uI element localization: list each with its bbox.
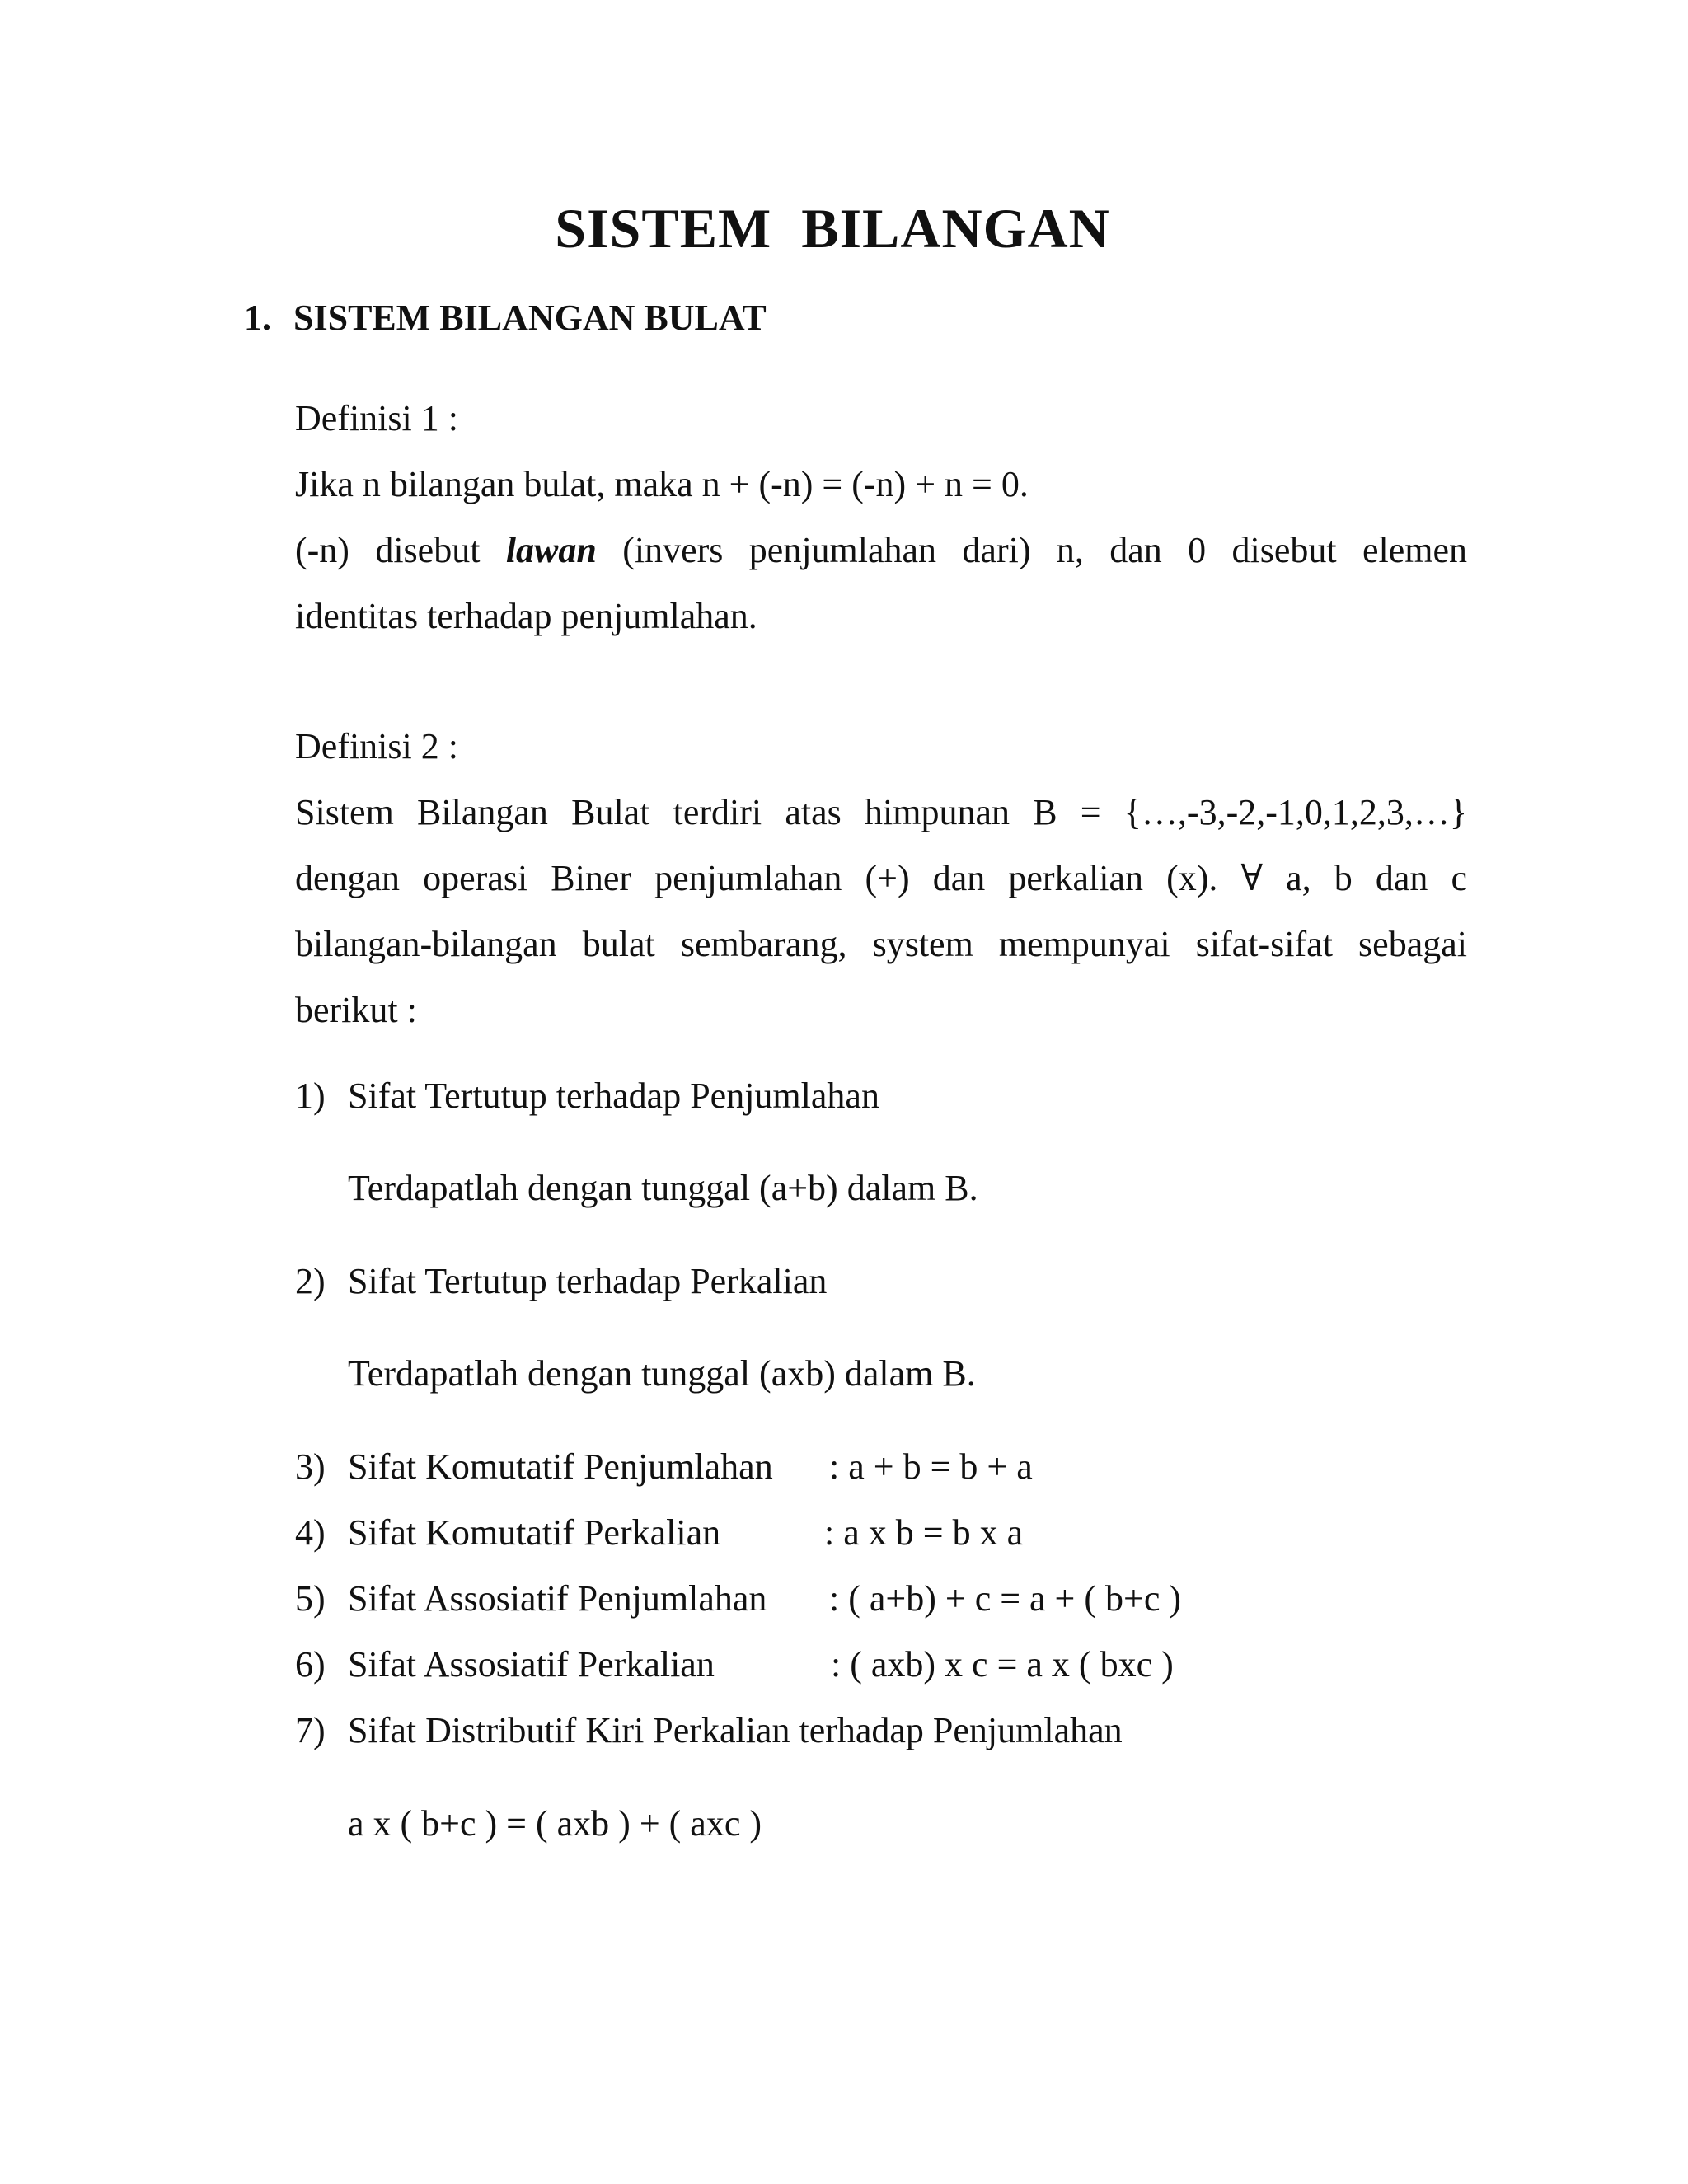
property-item — [295, 1261, 827, 1302]
property-formula: : a + b = b + a — [829, 1446, 1033, 1487]
property-detail: Terdapatlah dengan tunggal (axb) dalam B. — [348, 1353, 976, 1394]
definition-1-line-2-pre: (-n) disebut — [295, 530, 481, 570]
property-name: Sifat Assosiatif Perkalian — [348, 1644, 715, 1685]
property-item — [295, 1578, 1182, 1619]
property-number: 6) — [295, 1644, 326, 1685]
definition-1-line-2 — [295, 518, 1467, 583]
property-number: 2) — [295, 1261, 326, 1301]
definition-2-label: Definisi 2 : — [295, 726, 458, 766]
definition-2-line-4: berikut : — [295, 990, 417, 1030]
property-name: Sifat Komutatif Penjumlahan — [348, 1446, 773, 1487]
property-formula: : ( axb) x c = a x ( bxc ) — [831, 1644, 1174, 1685]
property-formula: : ( a+b) + c = a + ( b+c ) — [829, 1578, 1182, 1619]
definition-1-line-2-post: (invers penjumlahan dari) n, dan 0 disebut elemen — [622, 530, 1468, 570]
definition-1-emphasis: lawan — [505, 530, 597, 570]
property-number: 7) — [295, 1710, 326, 1750]
property-number: 1) — [295, 1076, 326, 1116]
property-name: Sifat Tertutup terhadap Penjumlahan — [348, 1076, 879, 1116]
property-number: 5) — [295, 1578, 326, 1619]
property-name: Sifat Assosiatif Penjumlahan — [348, 1578, 767, 1619]
definition-1-label: Definisi 1 : — [295, 398, 458, 438]
definition-1-block — [295, 386, 1467, 649]
section-number: 1. — [244, 298, 271, 338]
property-formula: : a x b = b x a — [824, 1512, 1024, 1553]
definition-2-line-1: Sistem Bilangan Bulat terdiri atas himpunan B = {…,-3,-2,-1,0,1,2,3,…} — [295, 792, 1467, 832]
property-item — [295, 1710, 1123, 1751]
property-number: 3) — [295, 1446, 326, 1487]
property-detail: a x ( b+c ) = ( axb ) + ( axc ) — [348, 1803, 762, 1844]
property-name: Sifat Komutatif Perkalian — [348, 1512, 721, 1553]
definition-2-line-3: bilangan-bilangan bulat sembarang, system mempunyai sifat-sifat sebagai — [295, 924, 1467, 964]
section-heading-text: SISTEM BILANGAN BULAT — [293, 298, 767, 338]
definition-2-block — [295, 714, 1467, 1043]
property-item — [295, 1446, 1033, 1488]
property-name: Sifat Distributif Kiri Perkalian terhadap Penjumlahan — [348, 1710, 1123, 1750]
property-name: Sifat Tertutup terhadap Perkalian — [348, 1261, 828, 1301]
definition-1-line-1: Jika n bilangan bulat, maka n + (-n) = (-n) + n = 0. — [295, 464, 1029, 504]
definition-2-line-2: dengan operasi Biner penjumlahan (+) dan perkalian (x). ∀ a, b dan c — [295, 858, 1467, 898]
section-heading — [244, 297, 767, 339]
property-number: 4) — [295, 1512, 326, 1553]
property-item — [295, 1644, 1174, 1685]
property-item — [295, 1512, 1024, 1554]
page-title: SISTEM BILANGAN — [555, 197, 1110, 260]
property-item — [295, 1076, 879, 1117]
property-detail: Terdapatlah dengan tunggal (a+b) dalam B. — [348, 1168, 978, 1208]
definition-1-line-3: identitas terhadap penjumlahan. — [295, 596, 757, 636]
